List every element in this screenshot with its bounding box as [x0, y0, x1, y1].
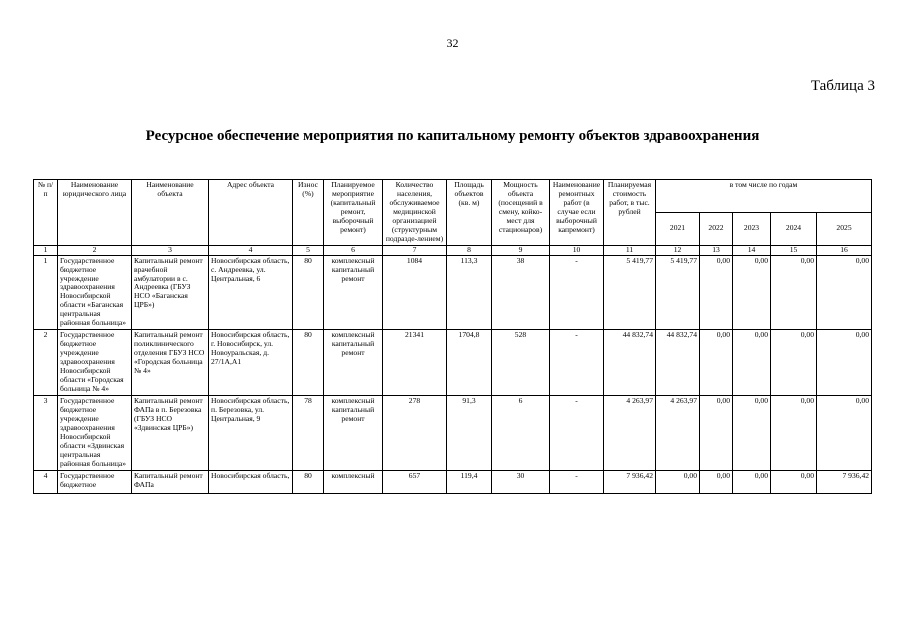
col-legal-entity-header: Наименование юридического лица — [58, 180, 132, 246]
capacity-cell: 528 — [492, 330, 550, 396]
year-value-cell: 0,00 — [817, 255, 872, 330]
year-value-cell: 4 263,97 — [656, 395, 700, 470]
cost-cell: 7 936,42 — [604, 470, 656, 493]
object-name-cell: Капитальный ремонт ФАПа — [132, 470, 209, 493]
address-cell: Новосибирская область, с. Андреевка, ул. Центральная, 6 — [209, 255, 293, 330]
col-wear-header: Износ (%) — [293, 180, 324, 246]
column-number: 16 — [817, 245, 872, 255]
col-year-header: 2025 — [817, 212, 872, 245]
col-capacity-header: Мощность объекта (посещений в смену, койко-мест для стационаров) — [492, 180, 550, 246]
col-area-header: Площадь объектов (кв. м) — [447, 180, 492, 246]
column-number: 9 — [492, 245, 550, 255]
year-value-cell: 7 936,42 — [817, 470, 872, 493]
capacity-cell: 30 — [492, 470, 550, 493]
capacity-cell: 6 — [492, 395, 550, 470]
column-number: 3 — [132, 245, 209, 255]
table-row — [34, 255, 872, 330]
column-number: 13 — [700, 245, 733, 255]
col-object-name-header: Наименование объекта — [132, 180, 209, 246]
wear-cell: 80 — [293, 255, 324, 330]
measure-cell: комплексный капитальный ремонт — [324, 395, 383, 470]
population-cell: 1084 — [383, 255, 447, 330]
column-number: 15 — [771, 245, 817, 255]
column-number: 1 — [34, 245, 58, 255]
year-value-cell: 0,00 — [733, 255, 771, 330]
column-number: 11 — [604, 245, 656, 255]
col-year-header: 2022 — [700, 212, 733, 245]
col-address-header: Адрес объекта — [209, 180, 293, 246]
area-cell: 119,4 — [447, 470, 492, 493]
column-number: 6 — [324, 245, 383, 255]
year-value-cell: 0,00 — [733, 330, 771, 396]
col-by-years-header: в том числе по годам — [656, 180, 872, 213]
area-cell: 91,3 — [447, 395, 492, 470]
address-cell: Новосибирская область, г. Новосибирск, ул. Новоуральская, д. 27/1А,А1 — [209, 330, 293, 396]
measure-cell: комплексный капитальный ремонт — [324, 330, 383, 396]
cost-cell: 4 263,97 — [604, 395, 656, 470]
year-value-cell: 0,00 — [656, 470, 700, 493]
col-year-header: 2021 — [656, 212, 700, 245]
population-cell: 21341 — [383, 330, 447, 396]
legal-entity-cell: Государственное бюджетное учреждение здравоохранения Новосибирской области «Здвинская центральная районная больница» — [58, 395, 132, 470]
col-year-header: 2023 — [733, 212, 771, 245]
year-value-cell: 0,00 — [771, 395, 817, 470]
col-num-header: № п/п — [34, 180, 58, 246]
capacity-cell: 38 — [492, 255, 550, 330]
header-row — [34, 180, 872, 213]
column-numbers-row — [34, 245, 872, 255]
population-cell: 657 — [383, 470, 447, 493]
year-value-cell: 0,00 — [771, 470, 817, 493]
year-value-cell: 0,00 — [700, 395, 733, 470]
table-label: Таблица 3 — [810, 78, 875, 94]
works-cell: - — [550, 330, 604, 396]
column-number: 4 — [209, 245, 293, 255]
address-cell: Новосибирская область, — [209, 470, 293, 493]
cost-cell: 44 832,74 — [604, 330, 656, 396]
address-cell: Новосибирская область, п. Березовка, ул. Центральная, 9 — [209, 395, 293, 470]
year-value-cell: 44 832,74 — [656, 330, 700, 396]
object-name-cell: Капитальный ремонт врачебной амбулатории в с. Андреевка (ГБУЗ НСО «Баганская ЦРБ») — [132, 255, 209, 330]
area-cell: 1704,8 — [447, 330, 492, 396]
works-cell: - — [550, 470, 604, 493]
resource-table — [33, 179, 872, 494]
column-number: 5 — [293, 245, 324, 255]
col-works-header: Наименование ремонтных работ (в случае если выборочный капремонт) — [550, 180, 604, 246]
year-value-cell: 0,00 — [817, 330, 872, 396]
year-value-cell: 0,00 — [771, 255, 817, 330]
row-number: 1 — [34, 255, 58, 330]
works-cell: - — [550, 255, 604, 330]
column-number: 8 — [447, 245, 492, 255]
table-row — [34, 330, 872, 396]
cost-cell: 5 419,77 — [604, 255, 656, 330]
wear-cell: 80 — [293, 330, 324, 396]
col-year-header: 2024 — [771, 212, 817, 245]
year-value-cell: 0,00 — [733, 395, 771, 470]
col-planned-measure-header: Планируемое мероприятие (капитальный ремонт, выборочный ремонт) — [324, 180, 383, 246]
wear-cell: 80 — [293, 470, 324, 493]
year-value-cell: 0,00 — [700, 330, 733, 396]
col-cost-header: Планируемая стоимость работ, в тыс. рублей — [604, 180, 656, 246]
col-population-header: Количество населения, обслуживаемое медицинской организацией (структурным подразде-лением) — [383, 180, 447, 246]
year-value-cell: 0,00 — [817, 395, 872, 470]
column-number: 7 — [383, 245, 447, 255]
column-number: 14 — [733, 245, 771, 255]
year-value-cell: 5 419,77 — [656, 255, 700, 330]
column-number: 12 — [656, 245, 700, 255]
table-row — [34, 470, 872, 493]
object-name-cell: Капитальный ремонт поликлинического отделения ГБУЗ НСО «Городская больница № 4» — [132, 330, 209, 396]
year-value-cell: 0,00 — [700, 255, 733, 330]
year-value-cell: 0,00 — [700, 470, 733, 493]
column-number: 2 — [58, 245, 132, 255]
row-number: 2 — [34, 330, 58, 396]
year-value-cell: 0,00 — [733, 470, 771, 493]
document-title: Ресурсное обеспечение мероприятия по капитальному ремонту объектов здравоохранения — [145, 128, 760, 144]
row-number: 3 — [34, 395, 58, 470]
object-name-cell: Капитальный ремонт ФАПа в п. Березовка (ГБУЗ НСО «Здвинская ЦРБ») — [132, 395, 209, 470]
legal-entity-cell: Государственное бюджетное учреждение здравоохранения Новосибирской области «Городская больница № 4» — [58, 330, 132, 396]
measure-cell: комплексный — [324, 470, 383, 493]
column-number: 10 — [550, 245, 604, 255]
year-value-cell: 0,00 — [771, 330, 817, 396]
population-cell: 278 — [383, 395, 447, 470]
measure-cell: комплексный капитальный ремонт — [324, 255, 383, 330]
row-number: 4 — [34, 470, 58, 493]
wear-cell: 78 — [293, 395, 324, 470]
legal-entity-cell: Государственное бюджетное учреждение здравоохранения Новосибирской области «Баганская центральная районная больница» — [58, 255, 132, 330]
table-row — [34, 395, 872, 470]
legal-entity-cell: Государственное бюджетное — [58, 470, 132, 493]
area-cell: 113,3 — [447, 255, 492, 330]
works-cell: - — [550, 395, 604, 470]
page-number: 32 — [446, 36, 459, 50]
